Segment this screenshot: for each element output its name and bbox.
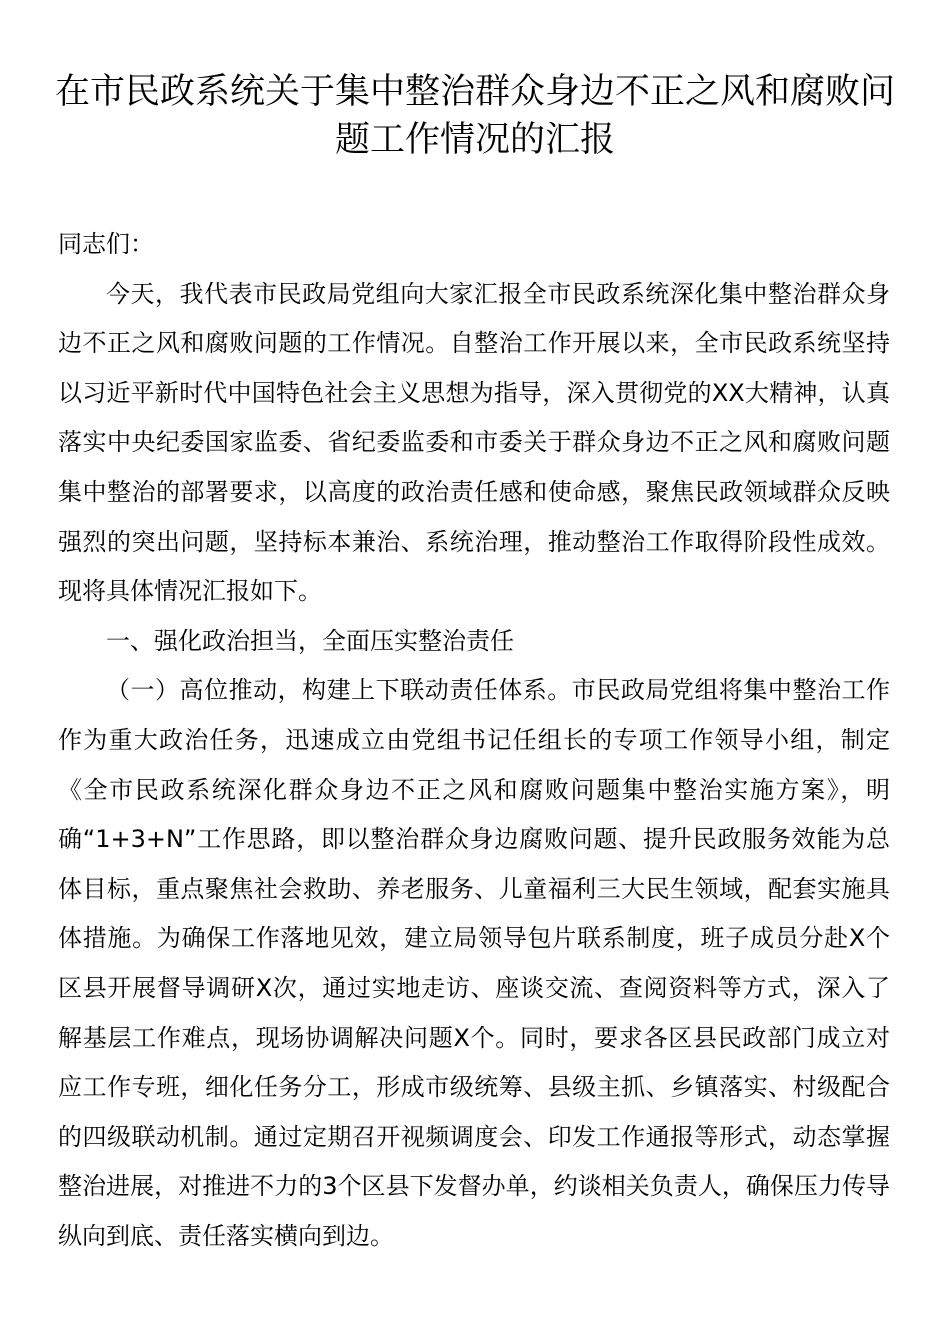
subsection-paragraph: （一）高位推动，构建上下联动责任体系。市民政局党组将集中整治工作作为重大政治任务，迅速成立由党组书记任组长的专项工作领导小组，制定《全市民政系统深化群众身边不正之风和腐败问题集中整治实施方案》，明确“1+3+N”工作思路，即以整治群众身边腐败问题、提升民政服务效能为总体目标，重点聚焦社会救助、养老服务、儿童福利三大民生领域，配套实施具体措施。为确保工作落地见效，建立局领导包片联系制度，班子成员分赴X个区县开展督导调研X次，通过实地走访、座谈交流、查阅资料等方式，深入了解基层工作难点，现场协调解决问题X个。同时，要求各区县民政部门成立对应工作专班，细化任务分工，形成市级统筹、县级主抓、乡镇落实、村级配合的四级联动机制。通过定期召开视频调度会、印发工作通报等形式，动态掌握整治进展，对推进不力的3个区县下发督办单，约谈相关负责人，确保压力传导纵向到底、责任落实横向到边。 <box>58 676 890 1250</box>
section-heading: 一、强化政治担当，全面压实整治责任 <box>106 626 514 655</box>
salutation: 同志们： <box>58 230 154 258</box>
intro-paragraph: 今天，我代表市民政局党组向大家汇报全市民政系统深化集中整治群众身边不正之风和腐败问题的工作情况。自整治工作开展以来，全市民政系统坚持以习近平新时代中国特色社会主义思想为指导，深入贯彻党的XX大精神，认真落实中央纪委国家监委、省纪委监委和市委关于群众身边不正之风和腐败问题集中整治的部署要求，以高度的政治责任感和使命感，聚焦民政领域群众反映强烈的突出问题，坚持标本兼治、系统治理，推动整治工作取得阶段性成效。现将具体情况汇报如下。 <box>58 279 890 606</box>
document-body <box>58 220 890 1261</box>
document-title: 在市民政系统关于集中整治群众身边不正之风和腐败问题工作情况的汇报 <box>54 72 895 160</box>
